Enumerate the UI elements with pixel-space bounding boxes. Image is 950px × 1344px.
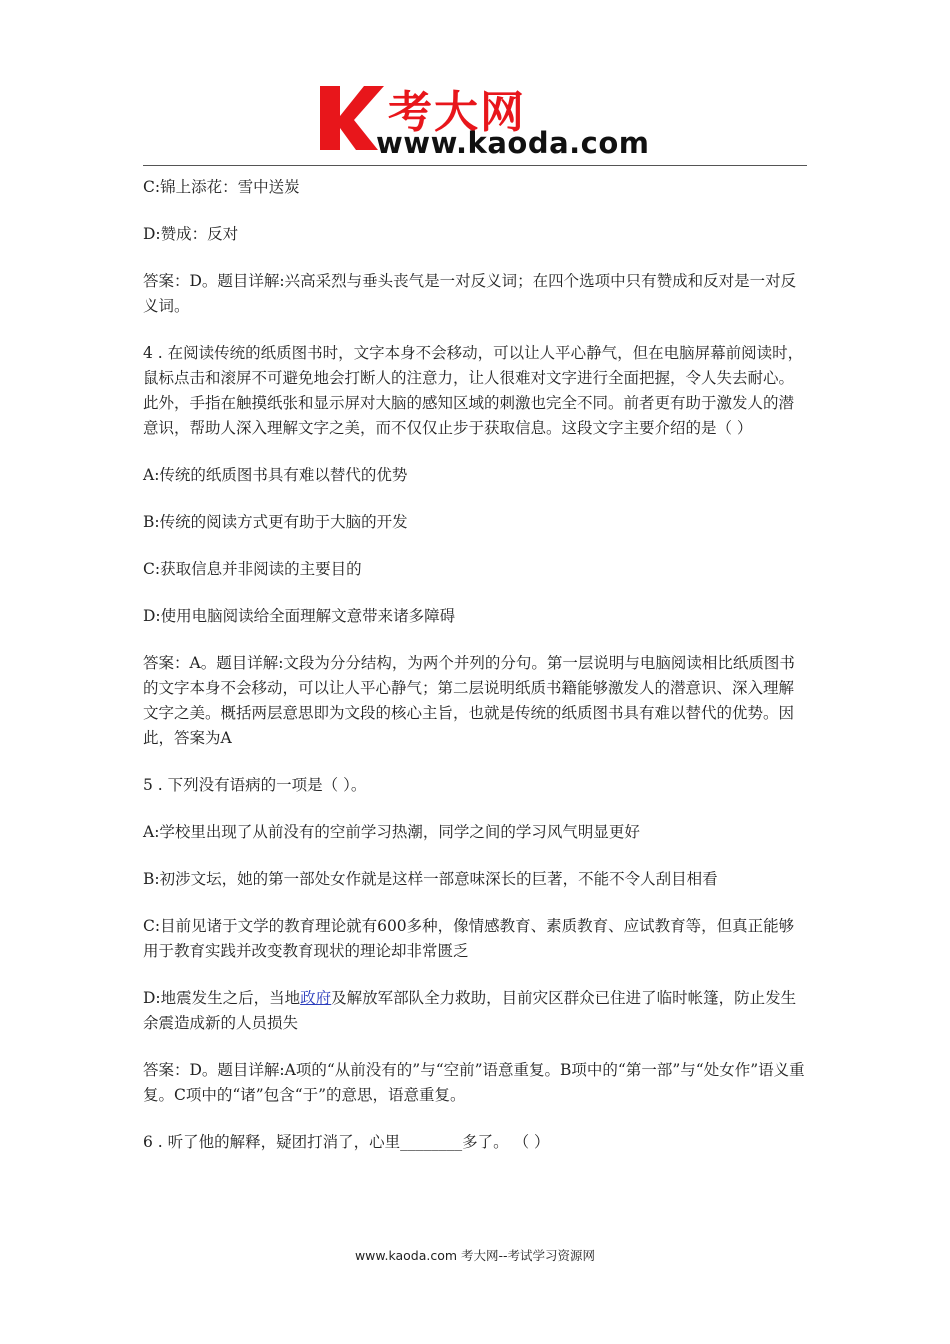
q5-answer: 答案：D。题目详解:A项的“从前没有的”与“空前”语意重复。B项中的“第一部”与“处女作”语义重复。C项中的“诸”包含“于”的意思，语意重复。 bbox=[143, 1061, 805, 1104]
logo-k-mark-icon bbox=[318, 82, 384, 154]
kaoda-logo[interactable] bbox=[318, 82, 650, 160]
q4-option-c: C:获取信息并非阅读的主要目的 bbox=[143, 560, 362, 578]
q4-answer: 答案：A。题目详解:文段为分分结构，为两个并列的分句。第一层说明与电脑阅读相比纸质图书的文字本身不会移动，可以让人平心静气；第二层说明纸质书籍能够激发人的潜意识、深入理解文字之美。概括两层意思即为文段的核心主旨，也就是传统的纸质图书具有难以替代的优势。因此，答案为A bbox=[143, 654, 795, 747]
q4-option-a: A:传统的纸质图书具有难以替代的优势 bbox=[143, 466, 408, 484]
q3-option-d: D:赞成：反对 bbox=[143, 225, 239, 243]
q4-option-d: D:使用电脑阅读给全面理解文意带来诸多障碍 bbox=[143, 607, 456, 625]
q5-question: 5 . 下列没有语病的一项是（ ）。 bbox=[143, 776, 367, 794]
logo-chinese-text: 考大网 bbox=[388, 87, 526, 138]
q3-option-c: C:锦上添花：雪中送炭 bbox=[143, 178, 300, 196]
q5-option-b: B:初涉文坛，她的第一部处女作就是这样一部意味深长的巨著，不能不令人刮目相看 bbox=[143, 870, 718, 888]
q6-question: 6 . 听了他的解释，疑团打消了，心里________多了。 （ ） bbox=[143, 1133, 550, 1151]
q5-option-a: A:学校里出现了从前没有的空前学习热潮，同学之间的学习风气明显更好 bbox=[143, 823, 640, 841]
page-header bbox=[143, 76, 807, 166]
page-footer: www.kaoda.com 考大网--考试学习资源网 bbox=[354, 1248, 596, 1263]
q4-question: 4 . 在阅读传统的纸质图书时，文字本身不会移动，可以让人平心静气，但在电脑屏幕前阅读时，鼠标点击和滚屏不可避免地会打断人的注意力，让人很难对文字进行全面把握，令人失去耐心。此外，手指在触摸纸张和显示屏对大脑的感知区域的刺激也完全不同。前者更有助于激发人的潜意识，帮助人深入理解文字之美，而不仅仅止步于获取信息。这段文字主要介绍的是（ ） bbox=[143, 344, 804, 437]
q5-option-d bbox=[143, 986, 807, 1036]
header-divider bbox=[143, 165, 807, 166]
q4-option-b: B:传统的阅读方式更有助于大脑的开发 bbox=[143, 513, 408, 531]
government-link[interactable]: 政府 bbox=[300, 989, 332, 1007]
q3-answer: 答案：D。题目详解:兴高采烈与垂头丧气是一对反义词；在四个选项中只有赞成和反对是一对反义词。 bbox=[143, 272, 797, 315]
document-body bbox=[143, 175, 807, 1177]
q5-option-d-text-after: 及解放军部队全力救助，目前灾区群众已住进了临时帐篷，防止发生余震造成新的人员损失 bbox=[143, 989, 797, 1032]
logo-url-text: www.kaoda.com bbox=[376, 126, 650, 160]
q5-option-c: C:目前见诸于文学的教育理论就有600多种，像情感教育、素质教育、应试教育等，但真正能够用于教育实践并改变教育现状的理论却非常匮乏 bbox=[143, 917, 795, 960]
q5-option-d-text-before: D:地震发生之后，当地 bbox=[143, 989, 301, 1007]
